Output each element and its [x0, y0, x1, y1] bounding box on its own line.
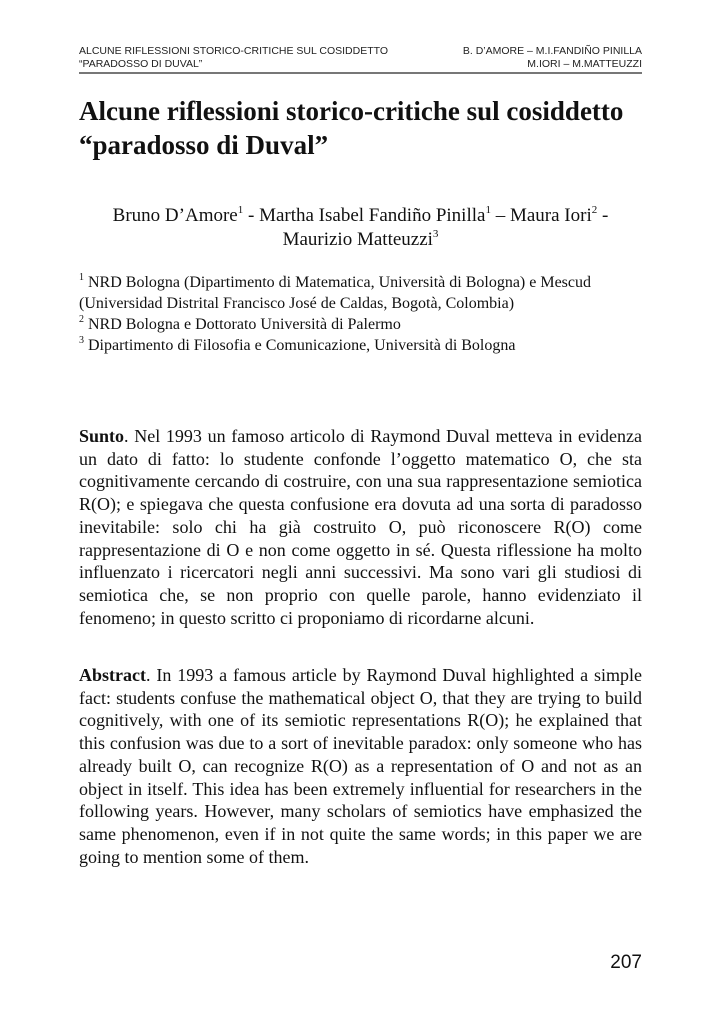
sunto-paragraph	[79, 425, 642, 629]
author-name: Maurizio Matteuzzi	[282, 229, 433, 250]
running-head-authors	[463, 45, 642, 71]
abstract-label: Abstract	[79, 665, 146, 685]
author-separator: –	[490, 205, 510, 226]
affiliation-marker: 2	[591, 204, 598, 216]
affiliation-item	[79, 314, 649, 335]
running-head-title-line: ALCUNE RIFLESSIONI STORICO-CRITICHE SUL COSIDDETTO	[79, 45, 389, 57]
sunto-label: Sunto	[79, 426, 125, 446]
author-name: Martha Isabel Fandiño Pinilla	[259, 205, 486, 226]
paper-title-line: “paradosso di Duval”	[79, 130, 329, 160]
affiliation-number: 3	[79, 335, 84, 346]
running-head-authors-line: M.IORI – M.MATTEUZZI	[527, 58, 642, 70]
affiliation-number: 2	[79, 314, 84, 325]
affiliation-number: 1	[79, 272, 84, 283]
running-head-title	[79, 45, 388, 71]
author-name: Bruno D’Amore	[112, 205, 238, 226]
paper-title-line: Alcune riflessioni storico-critiche sul cosiddetto	[79, 96, 624, 126]
affiliation-item	[79, 335, 649, 356]
affiliation-marker: 1	[237, 204, 244, 216]
affiliation-item-continued: (Universidad Distrital Francisco José de Caldas, Bogotà, Colombia)	[79, 295, 515, 312]
header-rule	[79, 72, 642, 74]
sunto-text: . Nel 1993 un famoso articolo di Raymond Duval metteva in evidenza un dato di fatto: lo studente confonde l’oggetto matematico O, che sta cognitivamente cercando di costruire, con una sua rappresentazione semiotica R(O); e spiegava che questa confusione era dovuta ad una sorta di paradosso inevitabile: solo chi ha già costruito O, può riconoscere R(O) come rappresentazione di O e non come oggetto in sé. Questa riflessione ha molto influenzato i ricercatori negli anni successivi. Ma sono vari gli studiosi di semiotica che, se non proprio con quelle parole, hanno evidenziato il fenomeno; in questo scritto ci proponiamo di ricordarne alcuni.	[79, 426, 642, 628]
author-list	[79, 204, 642, 252]
running-head-title-line: “PARADOSSO DI DUVAL”	[79, 58, 203, 70]
affiliation-marker: 3	[432, 228, 439, 240]
author-separator: -	[597, 205, 609, 226]
abstract-text: . In 1993 a famous article by Raymond Duval highlighted a simple fact: students confuse the mathematical object O, that they are trying to build cognitively, with one of its semiotic representations R(O); he explained that this confusion was due to a sort of inevitable paradox: only someone who has already built O, can recognize R(O) as a representation of O and not as an object in itself. This idea has been extremely influential for researchers in the following years. However, many scholars of semiotics have emphasized the same phenomenon, even if in not quite the same words; in this paper we are going to mention some of them.	[79, 665, 642, 867]
affiliation-marker: 1	[485, 204, 491, 216]
affiliation-text: NRD Bologna e Dottorato Università di Palermo	[84, 316, 401, 333]
author-name: Maura Iori	[509, 205, 592, 226]
affiliation-text: NRD Bologna (Dipartimento di Matematica, Università di Bologna) e Mescud	[84, 274, 591, 291]
running-head-authors-line: B. D’AMORE – M.I.FANDIÑO PINILLA	[462, 45, 642, 57]
paper-title	[79, 94, 642, 162]
affiliation-list	[79, 272, 649, 356]
author-separator: -	[243, 205, 260, 226]
affiliation-item	[79, 272, 649, 293]
page-number: 207	[610, 952, 642, 973]
affiliation-text: Dipartimento di Filosofia e Comunicazione, Università di Bologna	[84, 337, 516, 354]
abstract-paragraph	[79, 664, 642, 868]
